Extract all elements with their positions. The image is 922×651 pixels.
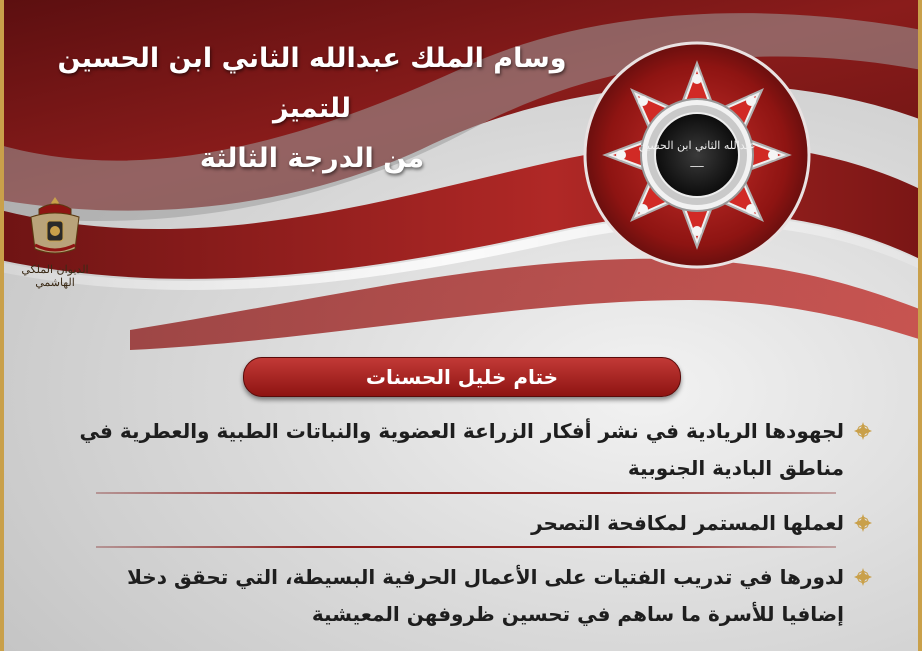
medal-center-text: عبدالله الثاني ابن الحسين (638, 139, 756, 152)
citation-item-2-line1: لعملها المستمر لمكافحة التصحر (531, 511, 844, 535)
medal-image (582, 40, 812, 270)
royal-court-emblem (16, 195, 94, 289)
svg-text:ـــــ: ـــــ (690, 160, 704, 170)
honoree-name: ختام خليل الحسنات (365, 365, 559, 389)
divider-2 (96, 546, 836, 548)
citation-item-3-line1: لدورها في تدريب الفتيات على الأعمال الحرفية البسيطة، التي تحقق دخلا (127, 565, 844, 589)
citation-item-1-line2: مناطق البادية الجنوبية (627, 456, 844, 480)
emblem-caption: الديوان الملكي الهاشمي (21, 263, 89, 289)
citation-item-1-line1: لجهودها الريادية في نشر أفكار الزراعة العضوية والنباتات الطبية والعطرية في (79, 419, 844, 443)
citation-item-3 (127, 559, 844, 633)
divider-1 (96, 492, 836, 494)
medal-star-icon (582, 40, 812, 270)
coat-of-arms-icon (25, 195, 85, 257)
citation-item-3-line2: إضافيا للأسرة ما ساهم في تحسين ظروفهن المعيشية (311, 602, 844, 626)
citation-item-1 (80, 413, 844, 487)
star-bullet-icon (854, 514, 872, 532)
award-title-line1: وسام الملك عبدالله الثاني ابن الحسين للتميز (57, 43, 567, 124)
award-title (32, 34, 592, 184)
award-title-line2: من الدرجة الثالثة (199, 142, 425, 174)
honoree-name-banner (243, 357, 681, 397)
star-bullet-icon (854, 568, 872, 586)
citation-item-2 (531, 505, 844, 542)
star-bullet-icon (854, 422, 872, 440)
